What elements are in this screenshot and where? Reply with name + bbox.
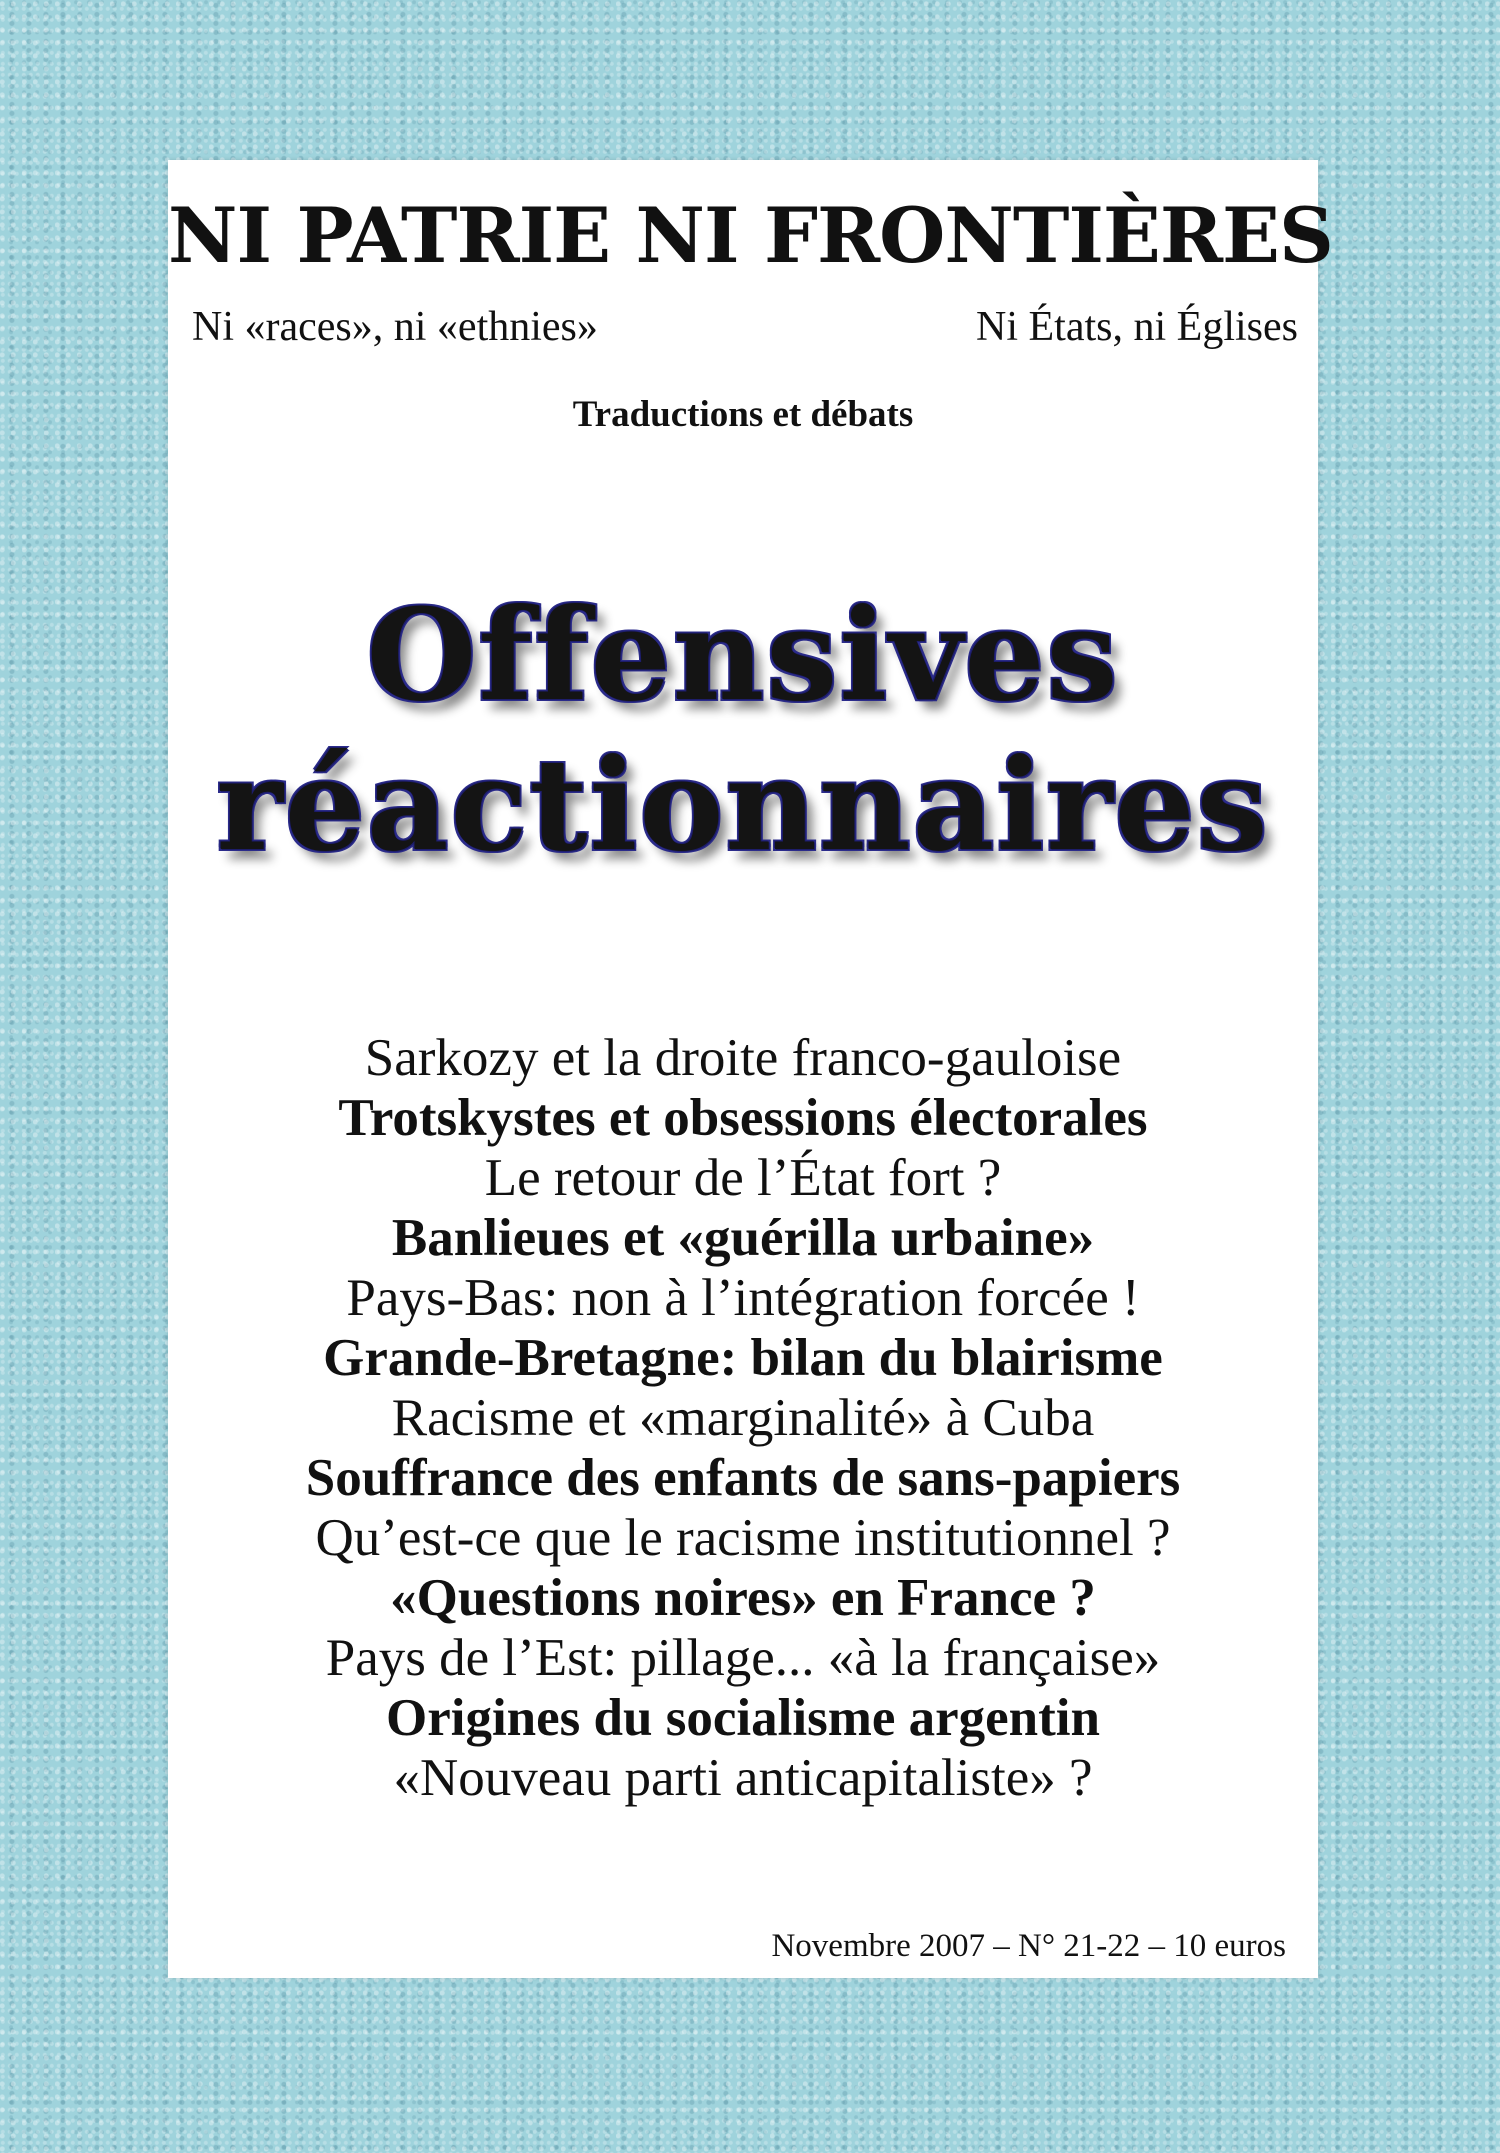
- toc-item: «Questions noires» en France ?: [390, 1569, 1096, 1627]
- subtitle-left: Ni «races», ni «ethnies»: [192, 304, 598, 350]
- toc-item: Racisme et «marginalité» à Cuba: [391, 1389, 1095, 1447]
- toc-item: Le retour de l’État fort ?: [484, 1149, 1002, 1207]
- toc-item: Pays-Bas: non à l’intégration forcée !: [346, 1269, 1140, 1327]
- headline-line-2: réactionnaires: [216, 731, 1270, 879]
- toc-item: Sarkozy et la droite franco-gauloise: [364, 1029, 1122, 1087]
- toc-item: Banlieues et «guérilla urbaine»: [391, 1209, 1095, 1267]
- tagline: Traductions et débats: [572, 394, 914, 435]
- headline-line-1: Offensives: [366, 581, 1120, 729]
- toc-item: Grande-Bretagne: bilan du blairisme: [323, 1329, 1163, 1387]
- subtitle-right: Ni États, ni Églises: [976, 304, 1298, 350]
- toc-item: Origines du socialisme argentin: [385, 1689, 1101, 1747]
- toc-item: Pays de l’Est: pillage... «à la française»: [325, 1629, 1161, 1687]
- toc-item: Souffrance des enfants de sans-papiers: [305, 1449, 1181, 1507]
- toc-item: Trotskystes et obsessions électorales: [338, 1089, 1148, 1147]
- cover-panel: [168, 160, 1333, 1978]
- issue-info: Novembre 2007 – N° 21-22 – 10 euros: [771, 1928, 1286, 1964]
- toc-item: «Nouveau parti anticapitaliste» ?: [393, 1749, 1093, 1807]
- magazine-title: NI PATRIE NI FRONTIÈRES: [168, 191, 1333, 280]
- issue-headline: [168, 580, 1318, 880]
- table-of-contents: [168, 1028, 1318, 1808]
- toc-item: Qu’est-ce que le racisme institutionnel ?: [315, 1509, 1171, 1567]
